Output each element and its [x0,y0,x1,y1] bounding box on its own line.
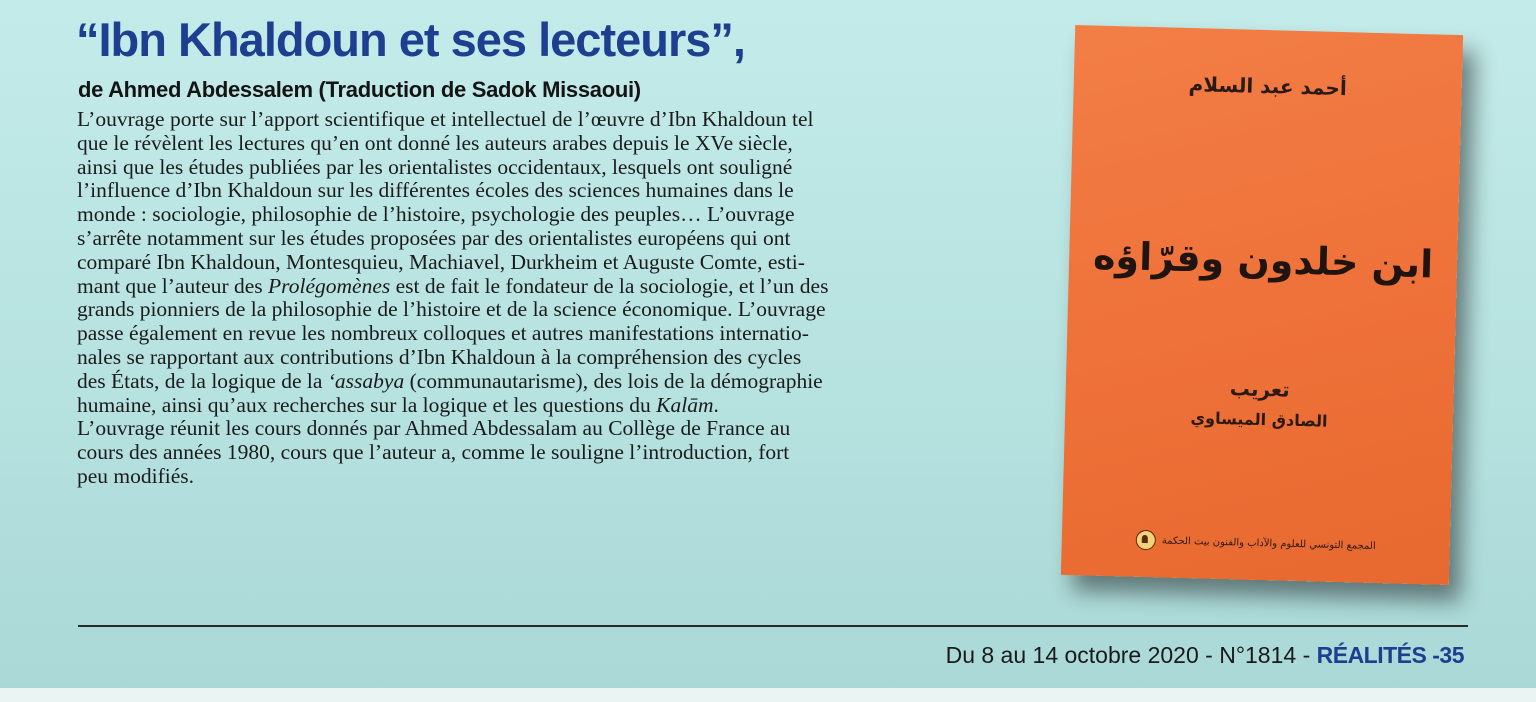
text-run: . [713,392,719,417]
text-run: mant que l’auteur des [77,273,269,298]
text-run: des États, de la logique de la [77,368,328,393]
body-line: l’influence d’Ibn Khaldoun sur les différentes écoles des sciences humaines dans le [77,178,794,203]
book-translator: الصادق الميساوي [1190,408,1328,431]
body-line: ainsi que les études publiées par les orientalistes occidentaux, lesquels ont souligné [77,154,793,179]
body-line: peu modifiés. [77,463,195,488]
book-translation-label: تعريب [1229,376,1291,402]
page-footer [946,640,1464,670]
text-run: humaine, ainsi qu’aux recherches sur la logique et les questions du [77,392,657,417]
body-line: cours des années 1980, cours que l’auteur a, comme le souligne l’introduction, fort [77,440,790,465]
footer-rule [78,625,1468,627]
body-line: s’arrête notamment sur les études proposées par des orientalistes européens qui ont [77,225,791,250]
book-publisher [1062,528,1450,558]
body-line: grands pionniers de la philosophie de l’histoire et de la science économique. L’ouvrage [77,297,826,322]
book-cover [1061,25,1463,585]
italic-term: Kalām [656,392,714,417]
body-line [77,394,1037,418]
book-author: أحمد عبد السلام [1188,72,1348,101]
text-run: est de fait le fondateur de la sociologie, et l’un des [390,273,829,298]
body-line: L’ouvrage réunit les cours donnés par Ahmed Abdessalam au Collège de France au [77,416,791,441]
footer-brand-page: RÉALITÉS -35 [1316,642,1464,668]
body-line: que le révèlent les lectures qu’en ont donné les auteurs arabes depuis le XVe siècle, [77,130,793,155]
book-title: ابن خلدون وقرّاؤه [1092,233,1434,287]
page-bottom-band [0,688,1536,702]
body-line [77,275,1037,299]
body-line: L’ouvrage porte sur l’apport scientifique et intellectuel de l’œuvre d’Ibn Khaldoun tel [77,107,814,131]
italic-term: Prolégomènes [268,273,391,298]
body-line: nales se rapportant aux contributions d’Ibn Khaldoun à la compréhension des cycles [77,344,802,369]
publisher-name: المجمع التونسي للعلوم والآداب والفنون بيت الحكمة [1161,534,1376,552]
article-subtitle: de Ahmed Abdessalem (Traduction de Sadok Missaoui) [78,77,641,102]
footer-date-issue: Du 8 au 14 octobre 2020 - N°1814 - [945,642,1317,668]
article-title: “Ibn Khaldoun et ses lecteurs”, [76,13,745,66]
text-run: (communautarisme), des lois de la démographie [404,368,823,393]
body-line: monde : sociologie, philosophie de l’histoire, psychologie des peuples… L’ouvrage [77,202,795,227]
body-line: passe également en revue les nombreux colloques et autres manifestations internatio- [77,321,809,346]
body-line [77,370,1037,394]
publisher-logo-icon [1136,530,1157,551]
italic-term: ‘assabya [327,368,405,393]
article-body [77,108,1037,489]
body-line: comparé Ibn Khaldoun, Montesquieu, Machiavel, Durkheim et Auguste Comte, esti- [77,249,805,274]
